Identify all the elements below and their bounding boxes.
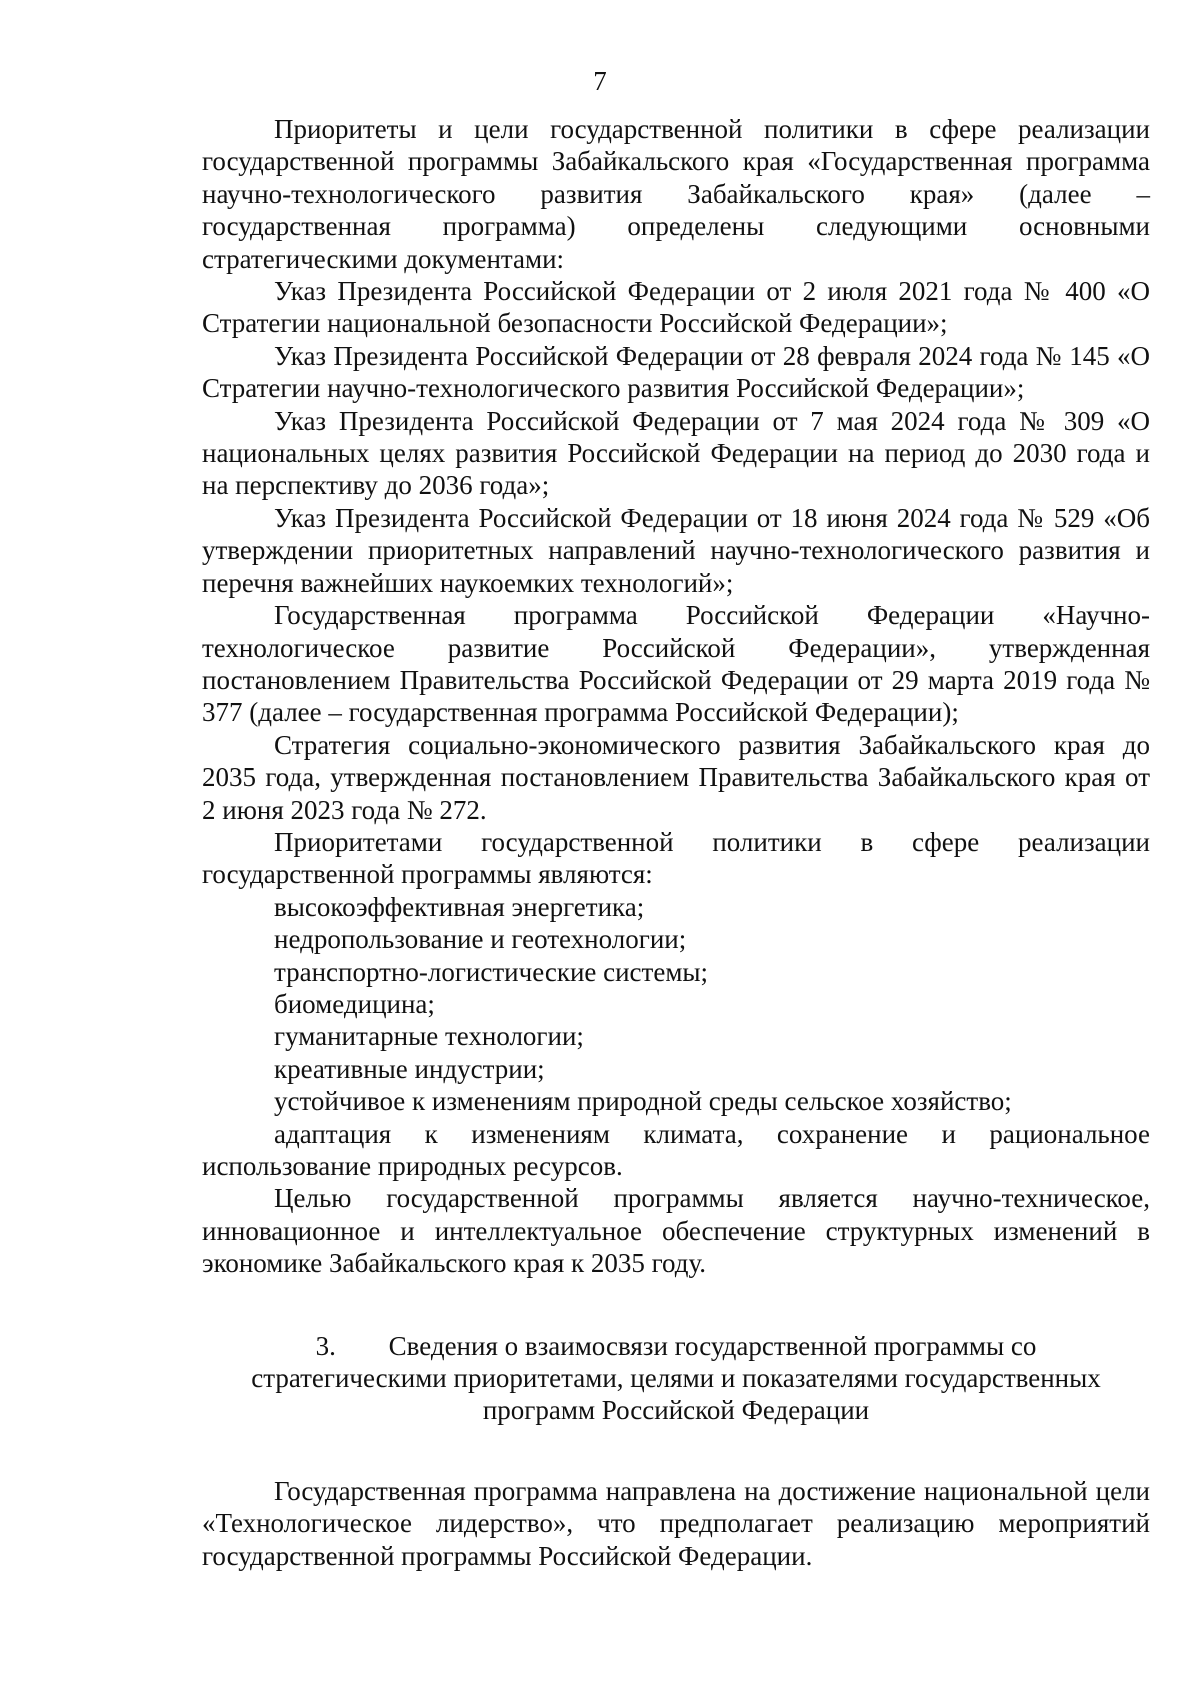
priority-item: биомедицина;: [274, 988, 435, 1019]
document-body: [202, 113, 1150, 1572]
paragraph-national-goal: Государственная программа направлена на достижение национальной цели «Технологическое лидерство», что предполагает реализацию мероприятий государственной программы Российской Федерации.: [202, 1475, 1150, 1571]
paragraph-decree-529: Указ Президента Российской Федерации от 18 июня 2024 года № 529 «Об утверждении приоритетных направлений научно-технологического развития и перечня важнейших наукоемких технологий»;: [202, 502, 1150, 598]
priority-item: гуманитарные технологии;: [274, 1021, 584, 1052]
paragraph-regional-strategy: Стратегия социально-экономического развития Забайкальского края до 2035 года, утвержденная постановлением Правительства Забайкальского края от 2 июня 2023 года № 272.: [202, 729, 1150, 825]
paragraph-priorities-intro: Приоритетами государственной политики в сфере реализации государственной программы являются:: [202, 826, 1150, 890]
paragraph-federal-program: Государственная программа Российской Федерации «Научно-технологическое развитие Российской Федерации», утвержденная постановлением Правительства Российской Федерации от 29 марта 2019 года № 377 (далее – государственная программа Российской Федерации);: [202, 600, 1150, 728]
section-number: 3.: [315, 1330, 336, 1361]
priority-item: высокоэффективная энергетика;: [274, 891, 645, 922]
section-title: Сведения о взаимосвязи государственной программы со стратегическими приоритетами, целями и показателями государственных программ Российской Федерации: [251, 1330, 1101, 1426]
page-number: 7: [593, 66, 607, 96]
priority-item: креативные индустрии;: [274, 1053, 545, 1084]
paragraph-decree-309: Указ Президента Российской Федерации от 7 мая 2024 года № 309 «О национальных целях развития Российской Федерации на период до 2030 года и на перспективу до 2036 года»;: [202, 405, 1150, 501]
priority-item: адаптация к изменениям климата, сохранение и рациональное использование природных ресурсов.: [202, 1118, 1150, 1181]
section-heading: [202, 1330, 1150, 1427]
priority-item: транспортно-логистические системы;: [274, 956, 709, 987]
paragraph-decree-400: Указ Президента Российской Федерации от 2 июля 2021 года № 400 «О Стратегии национальной безопасности Российской Федерации»;: [202, 276, 1150, 339]
paragraph-program-goal: Целью государственной программы является научно-техническое, инновационное и интеллектуальное обеспечение структурных изменений в экономике Забайкальского края к 2035 году.: [202, 1183, 1150, 1279]
paragraph-intro: Приоритеты и цели государственной политики в сфере реализации государственной программы Забайкальского края «Государственная программа научно-технологического развития Забайкальского края» (далее – государственная программа) определены следующими основными стратегическими документами:: [202, 114, 1150, 274]
paragraph-decree-145: Указ Президента Российской Федерации от 28 февраля 2024 года № 145 «О Стратегии научно-технологического развития Российской Федерации»;: [202, 340, 1150, 404]
priority-item: недропользование и геотехнологии;: [274, 924, 687, 955]
priority-item: устойчивое к изменениям природной среды сельское хозяйство;: [274, 1086, 1012, 1117]
